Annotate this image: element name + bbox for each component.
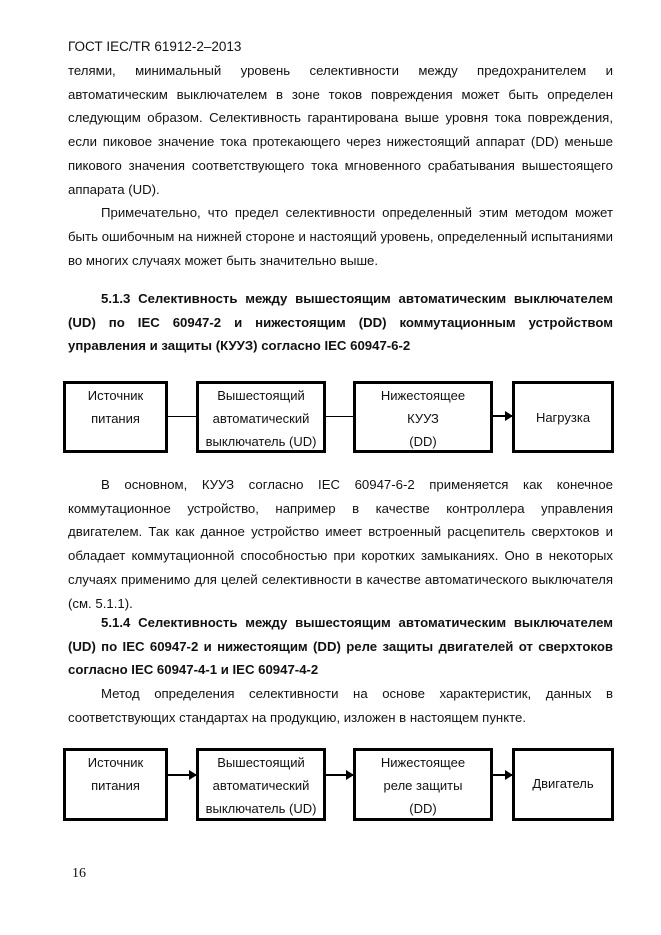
section-513-text-block [68, 473, 613, 615]
arrow-right-icon [493, 774, 512, 776]
page-number: 16 [72, 866, 86, 881]
diagram-513 [0, 381, 661, 453]
box-line: питания [91, 778, 140, 793]
diagram-box-upstream-breaker [196, 748, 326, 821]
box-line: Нагрузка [535, 409, 591, 425]
box-line: выключатель (UD) [205, 801, 317, 816]
box-line: автоматический [212, 411, 310, 426]
section-heading: 5.1.4 Селективность между вышестоящим автоматическим выключателем (UD) по IEC 60947-2 и нижестоящим (DD) реле защиты двигателей от сверхтоков согласно IEC 60947-4-1 и IEC 60947-4-2 [68, 615, 613, 678]
box-line: (DD) [409, 434, 437, 449]
diagram-box-motor [512, 748, 614, 821]
diagram-box-power-source [63, 381, 168, 453]
box-line: КУУЗ [407, 411, 439, 426]
box-line: Источник [87, 755, 144, 770]
box-line: Нижестоящее [380, 755, 466, 770]
box-line: Вышестоящий [217, 388, 305, 403]
section-heading: 5.1.3 Селективность между вышестоящим автоматическим выключателем (UD) по IEC 60947-2 и нижестоящим (DD) коммутационным устройством управления и защиты (КУУЗ) согласно IEC 60947-6-2 [68, 291, 613, 354]
document-header: ГОСТ IEC/TR 61912-2–2013 [68, 39, 242, 54]
box-line: Вышестоящий [217, 755, 305, 770]
paragraph-continuation: телями, минимальный уровень селективности между предохранителем и автоматическим выключателем в зоне токов повреждения может быть определен следующим образом. Селективность гарантирована выше уровня тока повреждения, если пиковое значение тока протекающего через нижестоящий аппарат (DD) меньше пикового значения соответствующего тока мгновенного срабатывания вышестоящего аппарата (UD). [68, 63, 613, 197]
box-line: Двигатель [532, 776, 594, 791]
section-514-text-block [68, 611, 613, 730]
diagram-514 [0, 748, 661, 821]
box-line: питания [91, 411, 140, 426]
arrow-right-icon [493, 415, 512, 417]
section-paragraph: В основном, КУУЗ согласно IEC 60947-6-2 применяется как конечное коммутационное устройство, например в качестве контроллера управления двигателем. Так как данное устройство имеет встроенный расцепитель сверхтоков и обладает коммутационной способностью при коротких замыканиях. Оно в некоторых случаях применимо для целей селективности в качестве автоматического выключателя (см. 5.1.1). [68, 477, 613, 611]
diagram-box-downstream-kuuz [353, 381, 493, 453]
diagram-box-upstream-breaker [196, 381, 326, 453]
section-513-heading-block [68, 287, 613, 358]
connector-line [326, 416, 353, 417]
diagram-box-load [512, 381, 614, 453]
arrow-right-icon [168, 774, 196, 776]
diagram-box-downstream-relay [353, 748, 493, 821]
intro-text-block [68, 59, 613, 272]
connector-line [168, 416, 196, 417]
arrow-right-icon [326, 774, 353, 776]
box-line: выключатель (UD) [205, 434, 317, 449]
box-line: реле защиты [383, 778, 463, 793]
paragraph-note: Примечательно, что предел селективности определенный этим методом может быть ошибочным на нижней стороне и настоящий уровень, определенный испытаниями во многих случаях может быть значительно выше. [68, 205, 613, 268]
box-line: Источник [87, 388, 144, 403]
section-paragraph: Метод определения селективности на основе характеристик, данных в соответствующих стандартах на продукцию, изложен в настоящем пункте. [68, 686, 613, 725]
box-line: автоматический [212, 778, 310, 793]
diagram-box-power-source [63, 748, 168, 821]
box-line: (DD) [409, 801, 437, 816]
box-line: Нижестоящее [380, 388, 466, 403]
